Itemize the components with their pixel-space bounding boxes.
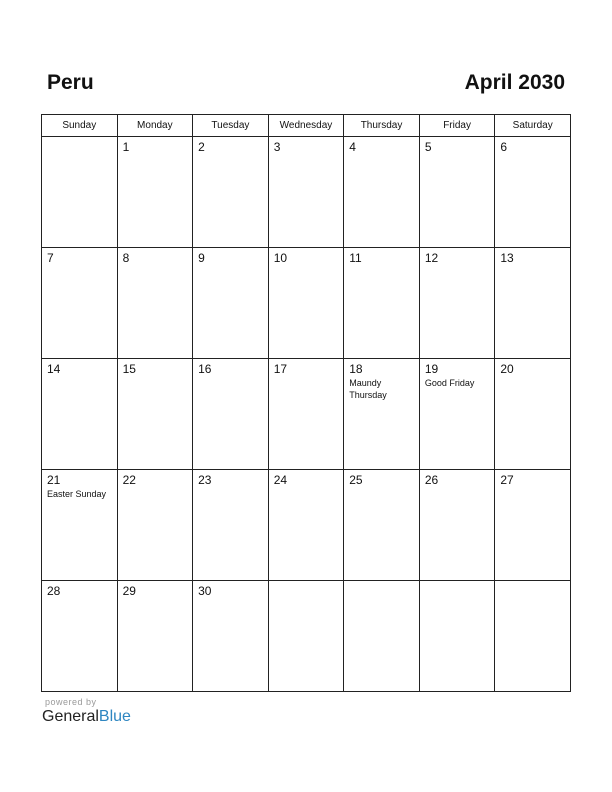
day-cell[interactable] xyxy=(344,248,420,359)
day-number: 23 xyxy=(198,473,212,487)
day-cell[interactable] xyxy=(495,581,571,692)
day-cell[interactable] xyxy=(42,248,118,359)
day-cell[interactable] xyxy=(268,137,344,248)
day-cell[interactable] xyxy=(344,137,420,248)
day-cell[interactable] xyxy=(42,137,118,248)
day-cell[interactable] xyxy=(193,359,269,470)
day-cell[interactable] xyxy=(495,137,571,248)
day-number: 14 xyxy=(47,362,61,376)
day-number: 25 xyxy=(349,473,363,487)
day-cell[interactable] xyxy=(117,137,193,248)
day-number: 5 xyxy=(424,140,432,154)
day-number: 29 xyxy=(122,584,136,598)
day-number: 9 xyxy=(198,251,205,265)
day-cell[interactable] xyxy=(193,470,269,581)
brand-part2: Blue xyxy=(98,708,131,725)
day-number: 28 xyxy=(47,584,61,598)
holiday-label: Good Friday xyxy=(424,378,475,388)
day-cell[interactable] xyxy=(419,581,495,692)
day-cell[interactable] xyxy=(117,581,193,692)
day-number: 20 xyxy=(500,362,514,376)
day-cell[interactable] xyxy=(268,470,344,581)
day-number: 24 xyxy=(273,473,288,487)
day-cell[interactable] xyxy=(495,248,571,359)
day-cell[interactable] xyxy=(419,137,495,248)
day-number: 11 xyxy=(349,251,362,265)
day-number xyxy=(344,581,419,584)
day-number: 15 xyxy=(122,362,136,376)
weekday-header: Saturday xyxy=(495,115,571,137)
day-cell[interactable] xyxy=(419,248,495,359)
day-cell[interactable] xyxy=(495,470,571,581)
day-number: 19 xyxy=(424,362,439,376)
weekday-header: Wednesday xyxy=(268,115,344,137)
day-number: 26 xyxy=(424,473,439,487)
day-cell[interactable] xyxy=(268,248,344,359)
day-number: 2 xyxy=(198,140,205,154)
holiday-label: Easter Sunday xyxy=(47,489,107,499)
day-number: 21 xyxy=(47,473,61,487)
day-cell[interactable] xyxy=(42,359,118,470)
week-row xyxy=(42,248,571,359)
calendar-grid xyxy=(41,114,571,692)
weekday-header-row xyxy=(42,115,571,137)
day-number xyxy=(42,137,117,140)
weekday-header: Friday xyxy=(419,115,495,137)
day-number xyxy=(495,581,570,584)
day-cell[interactable] xyxy=(419,359,495,470)
day-number xyxy=(420,581,495,584)
day-cell[interactable] xyxy=(495,359,571,470)
day-number: 1 xyxy=(122,140,130,154)
country-title: Peru xyxy=(47,71,94,94)
holiday-label: Maundy Thursday xyxy=(349,378,387,400)
day-number: 27 xyxy=(500,473,514,487)
day-number: 22 xyxy=(122,473,136,487)
day-cell[interactable] xyxy=(42,470,118,581)
day-cell[interactable] xyxy=(42,581,118,692)
day-cell[interactable] xyxy=(419,470,495,581)
day-number: 10 xyxy=(273,251,288,265)
day-cell[interactable] xyxy=(344,359,420,470)
day-cell[interactable] xyxy=(268,581,344,692)
day-cell[interactable] xyxy=(344,581,420,692)
powered-by-text: powered by xyxy=(45,697,97,707)
week-row xyxy=(42,581,571,692)
brand-logo[interactable] xyxy=(42,708,131,726)
day-cell[interactable] xyxy=(344,470,420,581)
day-number: 13 xyxy=(500,251,514,265)
day-cell[interactable] xyxy=(117,359,193,470)
day-cell[interactable] xyxy=(268,359,344,470)
brand-part1: General xyxy=(42,708,99,725)
day-cell[interactable] xyxy=(193,248,269,359)
day-cell[interactable] xyxy=(117,248,193,359)
week-row xyxy=(42,359,571,470)
day-number: 12 xyxy=(424,251,439,265)
day-number xyxy=(269,581,344,584)
week-row xyxy=(42,137,571,248)
day-number: 30 xyxy=(198,584,212,598)
day-number: 4 xyxy=(349,140,356,154)
weekday-header: Sunday xyxy=(42,115,118,137)
day-number: 6 xyxy=(500,140,508,154)
day-cell[interactable] xyxy=(193,581,269,692)
day-number: 16 xyxy=(198,362,212,376)
day-number: 8 xyxy=(122,251,130,265)
weekday-header: Monday xyxy=(117,115,193,137)
month-year-title: April 2030 xyxy=(464,71,565,94)
day-cell[interactable] xyxy=(117,470,193,581)
week-row xyxy=(42,470,571,581)
weekday-header: Thursday xyxy=(344,115,420,137)
day-number: 7 xyxy=(47,251,54,265)
day-number: 18 xyxy=(349,362,363,376)
day-number: 3 xyxy=(273,140,281,154)
day-cell[interactable] xyxy=(193,137,269,248)
day-number: 17 xyxy=(273,362,288,376)
weekday-header: Tuesday xyxy=(193,115,269,137)
